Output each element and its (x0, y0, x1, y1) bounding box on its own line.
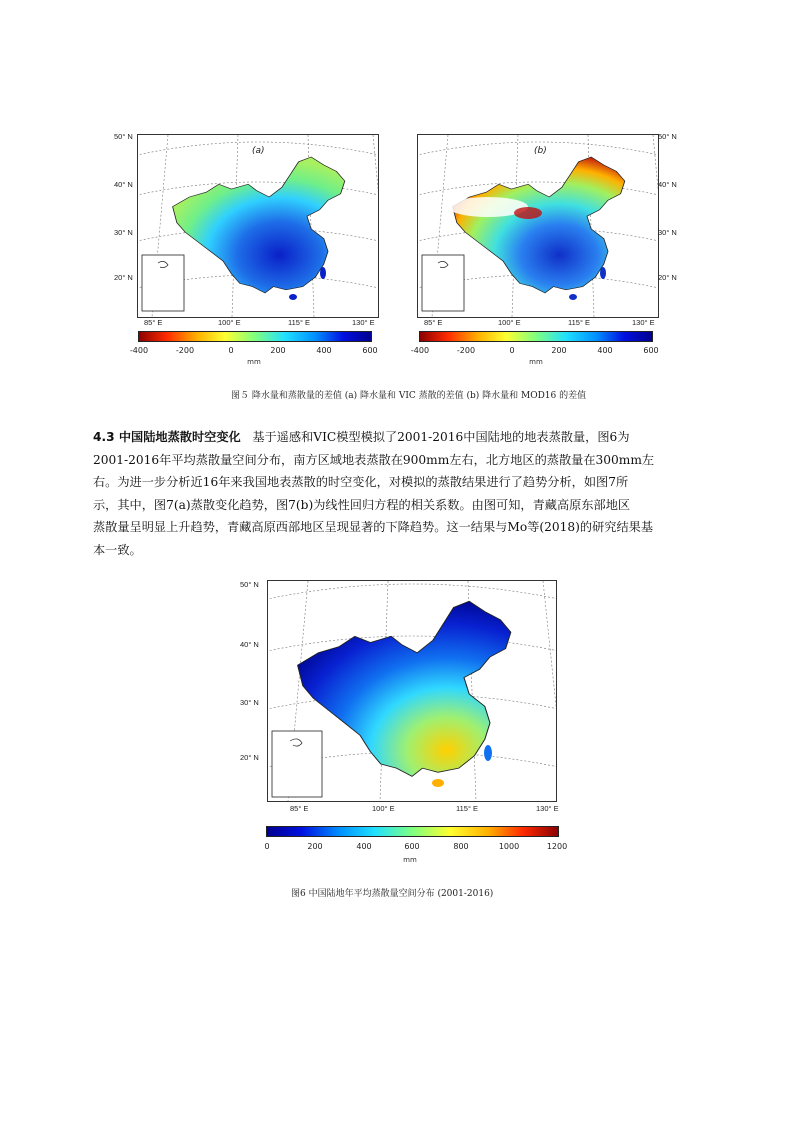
map-b (418, 135, 658, 317)
paragraph-line: 蒸散量呈明显上升趋势，青藏高原西部地区呈现显著的下降趋势。这一结果与Mo等(2018)的研究结果基 (93, 520, 654, 534)
colorbar-tick: 600 (404, 842, 420, 851)
lat-label: 40° N (658, 180, 677, 189)
lon-label: 85° E (290, 804, 309, 813)
lat-label: 30° N (240, 698, 259, 707)
section-heading: 4.3 中国陆地蒸散时空变化 (93, 430, 241, 444)
lat-label: 50° N (240, 580, 259, 589)
colorbar-tick: -200 (175, 346, 195, 355)
lon-label: 85° E (144, 318, 163, 327)
panel-label: (a) (252, 146, 265, 156)
paragraph-line: 示，其中，图7(a)蒸散变化趋势，图7(b)为线性回归方程的相关系数。由图可知，青藏高原东部地区 (93, 497, 631, 512)
lon-label: 115° E (288, 318, 311, 327)
colorbar-tick: 0 (228, 346, 234, 355)
colorbar-tick: 200 (270, 346, 286, 355)
lat-label: 40° N (114, 180, 133, 189)
colorbar-tick: 600 (362, 346, 378, 355)
colorbar-a (138, 331, 372, 342)
lon-label: 115° E (456, 804, 479, 813)
south-china-sea-inset (272, 731, 322, 797)
colorbar-tick: 1000 (498, 842, 520, 851)
figure5-caption: 图５ 降水量和蒸散量的差值 (a) 降水量和 VIC 蒸散的差值 (b) 降水量和 MOD16 的差值 (231, 391, 587, 401)
lon-label: 130° E (632, 318, 655, 327)
paragraph-line: 右。为进一步分析近16年来我国地表蒸散的时空变化，对模拟的蒸散结果进行了趋势分析，如图7所 (93, 475, 629, 489)
lat-label: 50° N (658, 132, 677, 141)
colorbar-tick: 800 (453, 842, 469, 851)
colorbar-tick: 400 (356, 842, 372, 851)
colorbar-tick: 200 (307, 842, 323, 851)
lon-label: 130° E (352, 318, 375, 327)
map-frame (267, 580, 557, 802)
lat-label: 20° N (658, 273, 677, 282)
colorbar-tick: 0 (509, 346, 515, 355)
lat-label: 50° N (114, 132, 133, 141)
paragraph-line (93, 426, 705, 449)
south-china-sea-inset (422, 255, 464, 311)
map-frame (137, 134, 379, 318)
lon-label: 100° E (218, 318, 241, 327)
lon-label: 115° E (568, 318, 591, 327)
colorbar-tick: 200 (551, 346, 567, 355)
figure5-panel-b (400, 132, 682, 332)
lat-label: 20° N (240, 753, 259, 762)
lon-label: 100° E (498, 318, 521, 327)
south-china-sea-inset (142, 255, 184, 311)
map-6 (268, 581, 556, 801)
colorbar-tick: 400 (597, 346, 613, 355)
colorbar-tick: -400 (410, 346, 430, 355)
colorbar-b (419, 331, 653, 342)
figure5-panel-a (114, 132, 380, 332)
line-text: 基于遥感和VIC模型模拟了2001-2016中国陆地的地表蒸散量，图6为 (252, 430, 630, 444)
colorbar-tick: 0 (264, 842, 270, 851)
colorbar-tick: -200 (456, 346, 476, 355)
figure6-map (232, 576, 572, 814)
colorbar-tick: 400 (316, 346, 332, 355)
colorbar-unit: mm (403, 856, 417, 864)
figure6-caption: 图6 中国陆地年平均蒸散量空间分布 (2001-2016) (291, 889, 494, 899)
lon-label: 85° E (424, 318, 443, 327)
colorbar-tick: -400 (129, 346, 149, 355)
lat-label: 30° N (658, 228, 677, 237)
map-a (138, 135, 378, 317)
lat-label: 40° N (240, 640, 259, 649)
lat-label: 30° N (114, 228, 133, 237)
colorbar-unit: mm (247, 358, 261, 366)
paragraph-line: 2001-2016年平均蒸散量空间分布，南方区域地表蒸散在900mm左右，北方地区的蒸散量在300mm左 (93, 452, 655, 467)
lon-label: 100° E (372, 804, 395, 813)
colorbar-unit: mm (529, 358, 543, 366)
colorbar-tick: 600 (643, 346, 659, 355)
panel-label: (b) (534, 146, 547, 156)
section-4-3 (93, 426, 705, 561)
lat-label: 20° N (114, 273, 133, 282)
colorbar-6 (266, 826, 559, 837)
lon-label: 130° E (536, 804, 559, 813)
paragraph-line: 本一致。 (93, 542, 142, 557)
map-frame (417, 134, 659, 318)
colorbar-tick: 1200 (546, 842, 568, 851)
